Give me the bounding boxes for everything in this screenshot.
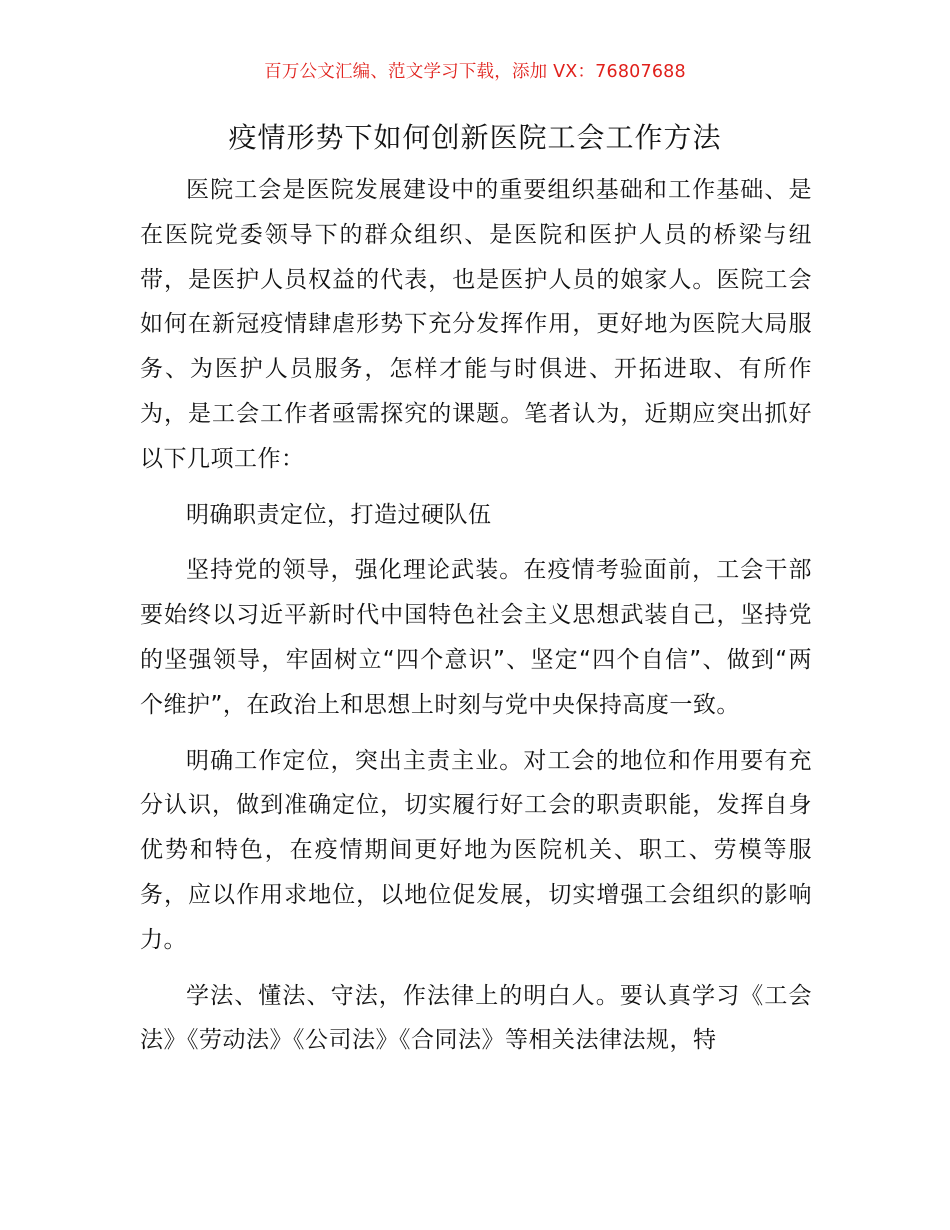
watermark-header-note: 百万公文汇编、范文学习下载，添加 VX：76807688	[264, 62, 686, 82]
paragraph-party-leadership: 坚持党的领导，强化理论武装。在疫情考验面前，工会干部要始终以习近平新时代中国特色社会主义思想武装自己，坚持党的坚强领导，牢固树立“四个意识”、坚定“四个自信”、做到“两个维护”，在政治上和思想上时刻与党中央保持高度一致。	[140, 557, 812, 718]
document-title: 疫情形势下如何创新医院工会工作方法	[228, 121, 722, 154]
section-heading: 明确职责定位，打造过硬队伍	[186, 501, 492, 528]
document-body	[140, 168, 812, 1074]
paragraph-intro: 医院工会是医院发展建设中的重要组织基础和工作基础、是在医院党委领导下的群众组织、是医院和医护人员的桥梁与纽带，是医护人员权益的代表，也是医护人员的娘家人。医院工会如何在新冠疫情肆虐形势下充分发挥作用，更好地为医院大局服务、为医护人员服务，怎样才能与时俱进、开拓进取、有所作为，是工会工作者亟需探究的课题。笔者认为，近期应突出抓好以下几项工作：	[140, 177, 812, 472]
paragraph-work-positioning: 明确工作定位，突出主责主业。对工会的地位和作用要有充分认识，做到准确定位，切实履行好工会的职责职能，发挥自身优势和特色，在疫情期间更好地为医院机关、职工、劳模等服务，应以作用求地位，以地位促发展，切实增强工会组织的影响力。	[140, 747, 812, 953]
paragraph-law-study: 学法、懂法、守法，作法律上的明白人。要认真学习《工会法》《劳动法》《公司法》《合同法》等相关法律法规，特	[140, 982, 812, 1054]
